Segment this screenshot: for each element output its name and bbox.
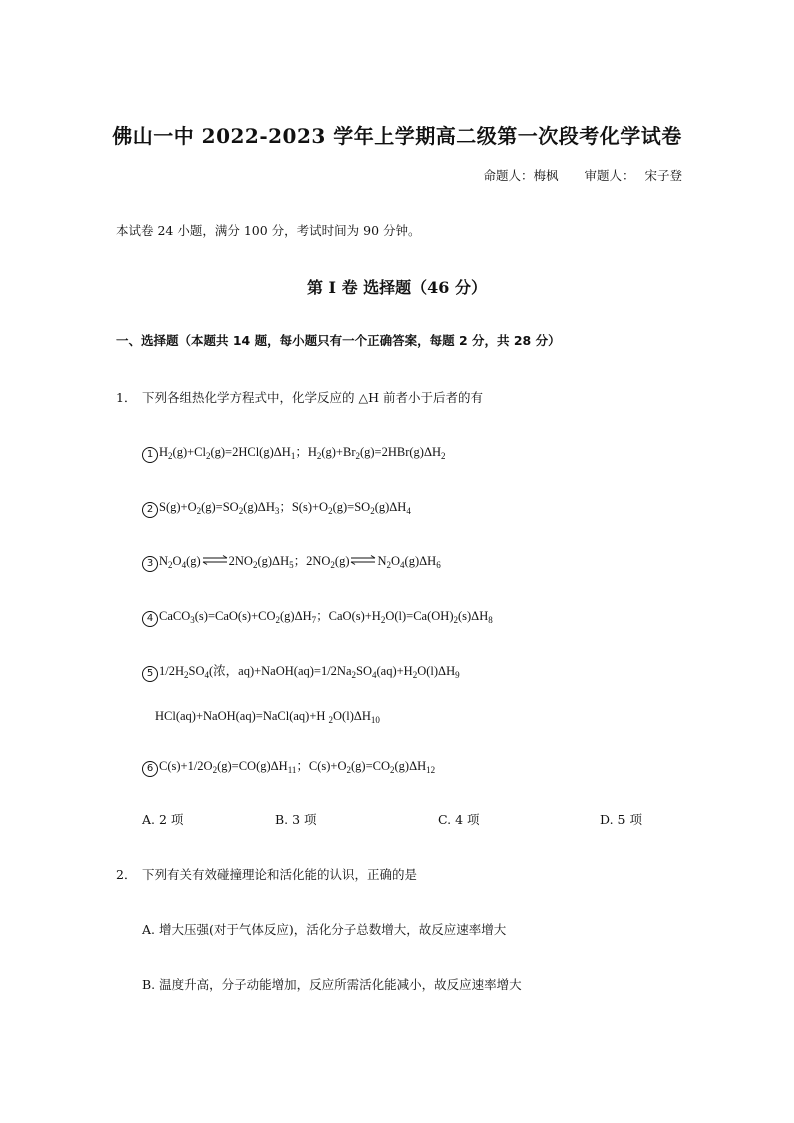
question-number: 2． (116, 867, 137, 882)
author-line (477, 166, 682, 184)
option-c: C. 4 项 (438, 812, 480, 827)
circled-number: 1 (142, 447, 158, 463)
q2-option-a: A. 增大压强(对于气体反应)，活化分子总数增大，故反应速率增大 (142, 922, 507, 937)
equilibrium-arrow-icon (202, 555, 228, 565)
equation-item-2: 2 $S(g)+O_2(g)=SO_2(g)\Delta H_3$；$S(s)+O_2(g)=SO_2(g)\Delta H_4$ (142, 497, 411, 518)
equation-item-3: 3 $N_2O_4(g)$ $2NO_2(g)\Delta H_5$；$2NO_2(g)$ $N_2O_4(g)\Delta H_6$ (142, 551, 441, 572)
option-b: B. 3 项 (275, 812, 317, 827)
question-text: 下列各组热化学方程式中，化学反应的 △H 前者小于后者的有 (142, 390, 483, 405)
equilibrium-arrow-icon (350, 555, 376, 565)
circled-number: 5 (142, 666, 158, 682)
question-1-stem (116, 388, 483, 406)
equation-item-5-second: HCl(aq)+NaOH(aq)=NaCl(aq)+H $_2O(l)\Delta H_{10}$ (155, 709, 380, 725)
option-a: A. 2 项 (142, 812, 184, 827)
circled-number: 4 (142, 611, 158, 627)
exam-intro: 本试卷 24 小题，满分 100 分，考试时间为 90 分钟。 (116, 223, 421, 238)
question-number: 1． (116, 390, 137, 405)
equation-item-5: 5 $1/2H_2SO_4$(浓，$aq)+NaOH(aq)=1/2Na_2SO_4(aq)+H_2O(l)\Delta H_9$ (142, 661, 460, 682)
question-text: 下列有关有效碰撞理论和活化能的认识，正确的是 (142, 867, 418, 882)
equation-item-6: 6 $C(s)+1/2O_2(g)=CO(g)\Delta H_{11}$；$C(s)+O_2(g)=CO_2(g)\Delta H_{12}$ (142, 756, 435, 777)
circled-number: 3 (142, 556, 158, 572)
option-d: D. 5 项 (600, 812, 642, 827)
circled-number: 2 (142, 502, 158, 518)
reviewer-label: 审题人： (584, 168, 635, 183)
author-label: 命题人：梅枫 (483, 168, 559, 183)
q2-option-b: B. 温度升高，分子动能增加，反应所需活化能减小，故反应速率增大 (142, 977, 522, 992)
circled-number: 6 (142, 761, 158, 777)
section-title: 一、选择题（本题共 14 题，每小题只有一个正确答案，每题 2 分，共 28 分） (116, 333, 561, 348)
equation-item-4: 4 $CaCO_3(s)=CaO(s)+CO_2(g)\Delta H_7$；$CaO(s)+H_2O(l)=Ca(OH)_2(s)\Delta H_8$ (142, 606, 493, 627)
part-title: 第 I 卷 选择题（46 分） (306, 278, 488, 297)
reviewer-name: 宋子登 (644, 168, 682, 183)
question-2-stem (116, 865, 417, 883)
equation-item-1: 1 $H_2(g)+Cl_2(g)=2HCl(g)\Delta H_1$；$H_2(g)+Br_2(g)=2HBr(g)\Delta H_2$ (142, 442, 446, 463)
exam-title: 佛山一中 2022-2023 学年上学期高二级第一次段考化学试卷 (112, 124, 682, 148)
